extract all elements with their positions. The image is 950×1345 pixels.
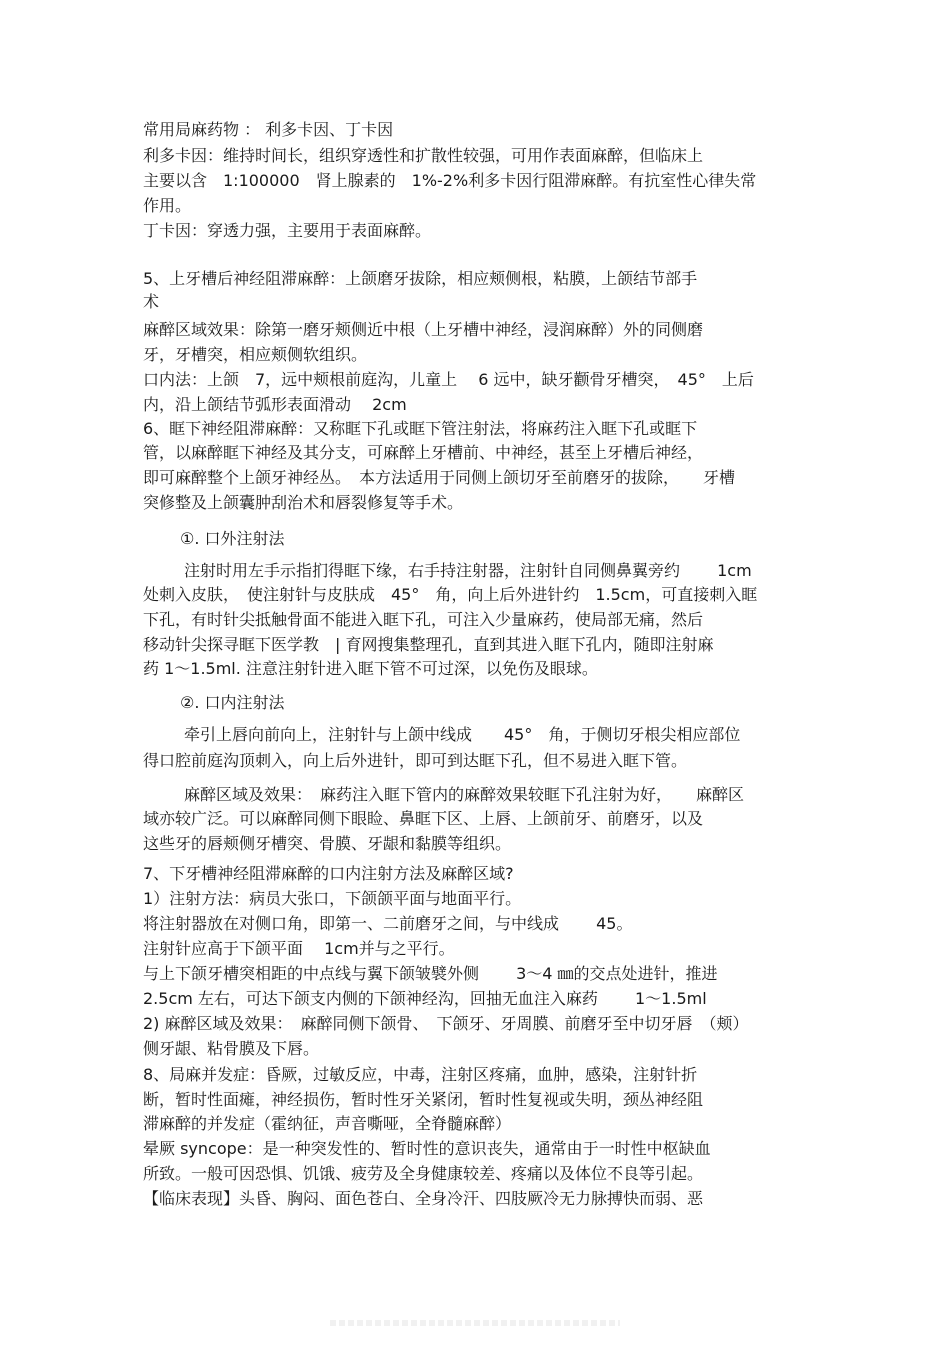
text-line: 1）注射方法：病员大张口，下颌颌平面与地面平行。	[143, 889, 522, 908]
text-line: 侧牙龈、粘骨膜及下唇。	[143, 1039, 320, 1058]
section-heading: ①. 口外注射法	[180, 529, 285, 548]
text-line: 8、局麻并发症：昏厥，过敏反应，中毒，注射区疼痛，血肿，感染，注射针折	[143, 1065, 698, 1084]
text-line: 牵引上唇向前向上，注射针与上颌中线成 45° 角，于侧切牙根尖相应部位	[184, 725, 741, 744]
text-line: 与上下颌牙槽突相距的中点线与翼下颌皱襞外侧 3～4 ㎜的交点处进针，推进	[143, 964, 718, 983]
text-line: 注射针应高于下颌平面 1cm并与之平行。	[143, 939, 455, 958]
text-line: 得口腔前庭沟顶刺入，向上后外进针，即可到达眶下孔，但不易进入眶下管。	[143, 751, 688, 770]
text-line: 注射时用左手示指扪得眶下缘，右手持注射器，注射针自同侧鼻翼旁约 1cm	[184, 561, 752, 580]
text-line: 5、上牙槽后神经阻滞麻醉：上颌磨牙拔除，相应颊侧根，粘膜，上颌结节部手	[143, 269, 698, 288]
text-line: 这些牙的唇颊侧牙槽突、骨膜、牙龈和黏膜等组织。	[143, 834, 512, 853]
text-line: 作用。	[143, 196, 192, 215]
text-line: 突修整及上颌囊肿刮治术和唇裂修复等手术。	[143, 493, 464, 512]
text-line: 移动针尖探寻眶下医学教 | 育网搜集整理孔，直到其进入眶下孔内，随即注射麻	[143, 635, 714, 654]
text-line: 内，沿上颌结节弧形表面滑动 2cm	[143, 395, 407, 414]
text-line: 6、眶下神经阻滞麻醉：又称眶下孔或眶下管注射法，将麻药注入眶下孔或眶下	[143, 419, 698, 438]
faint-footer-mark	[330, 1320, 620, 1326]
text-line: 术	[143, 292, 160, 311]
text-line: 将注射器放在对侧口角，即第一、二前磨牙之间，与中线成 45。	[143, 914, 633, 933]
text-line: 7、下牙槽神经阻滞麻醉的口内注射方法及麻醉区域?	[143, 864, 514, 883]
text-line: 晕厥 syncope：是一种突发性的、暂时性的意识丧失，通常由于一时性中枢缺血	[143, 1139, 711, 1158]
text-line: 【临床表现】头昏、胸闷、面色苍白、全身冷汗、四肢厥冷无力脉搏快而弱、恶	[143, 1189, 704, 1208]
text-line: 丁卡因：穿透力强，主要用于表面麻醉。	[143, 221, 432, 240]
text-line: 所致。一般可因恐惧、饥饿、疲劳及全身健康较差、疼痛以及体位不良等引起。	[143, 1164, 704, 1183]
text-line: 口内法：上颌 7，远中颊根前庭沟，儿童上 6 远中，缺牙颧骨牙槽突， 45° 上后	[143, 370, 754, 389]
text-line: 滞麻醉的并发症（霍纳征，声音嘶哑，全脊髓麻醉）	[143, 1114, 512, 1133]
section-heading: ②. 口内注射法	[180, 693, 285, 712]
text-line: 管，以麻醉眶下神经及其分支，可麻醉上牙槽前、中神经，甚至上牙槽后神经，	[143, 443, 704, 462]
text-line: 断，暂时性面瘫，神经损伤，暂时性牙关紧闭，暂时性复视或失明，颈丛神经阻	[143, 1090, 704, 1109]
text-line: 麻醉区域效果：除第一磨牙颊侧近中根（上牙槽中神经，浸润麻醉）外的同侧磨	[143, 320, 704, 339]
text-line: 利多卡因：维持时间长，组织穿透性和扩散性较强，可用作表面麻醉，但临床上	[143, 146, 704, 165]
text-line: 2.5cm 左右，可达下颌支内侧的下颌神经沟，回抽无血注入麻药 1～1.5ml	[143, 989, 707, 1008]
text-line: 即可麻醉整个上颌牙神经丛。 本方法适用于同侧上颌切牙至前磨牙的拔除， 牙槽	[143, 468, 736, 487]
text-line: 下孔，有时针尖抵触骨面不能进入眶下孔，可注入少量麻药，使局部无痛，然后	[143, 610, 704, 629]
text-line: 牙，牙槽突，相应颊侧软组织。	[143, 345, 368, 364]
text-line: 常用局麻药物 ： 利多卡因、丁卡因	[143, 120, 394, 139]
text-line: 麻醉区域及效果： 麻药注入眶下管内的麻醉效果较眶下孔注射为好， 麻醉区	[184, 785, 745, 804]
text-line: 主要以含 1:100000 肾上腺素的 1%-2%利多卡因行阻滞麻醉。有抗室性心律失常	[143, 171, 757, 190]
text-line: 域亦较广泛。可以麻醉同侧下眼睑、鼻眶下区、上唇、上颌前牙、前磨牙，以及	[143, 809, 704, 828]
text-line: 处刺入皮肤， 使注射针与皮肤成 45° 角，向上后外进针约 1.5cm，可直接刺入眶	[143, 585, 758, 604]
text-line: 药 1～1.5ml. 注意注射针进入眶下管不可过深，以免伤及眼球。	[143, 659, 598, 678]
text-line: 2) 麻醉区域及效果： 麻醉同侧下颌骨、 下颌牙、牙周膜、前磨牙至中切牙唇 （颊）	[143, 1014, 749, 1033]
